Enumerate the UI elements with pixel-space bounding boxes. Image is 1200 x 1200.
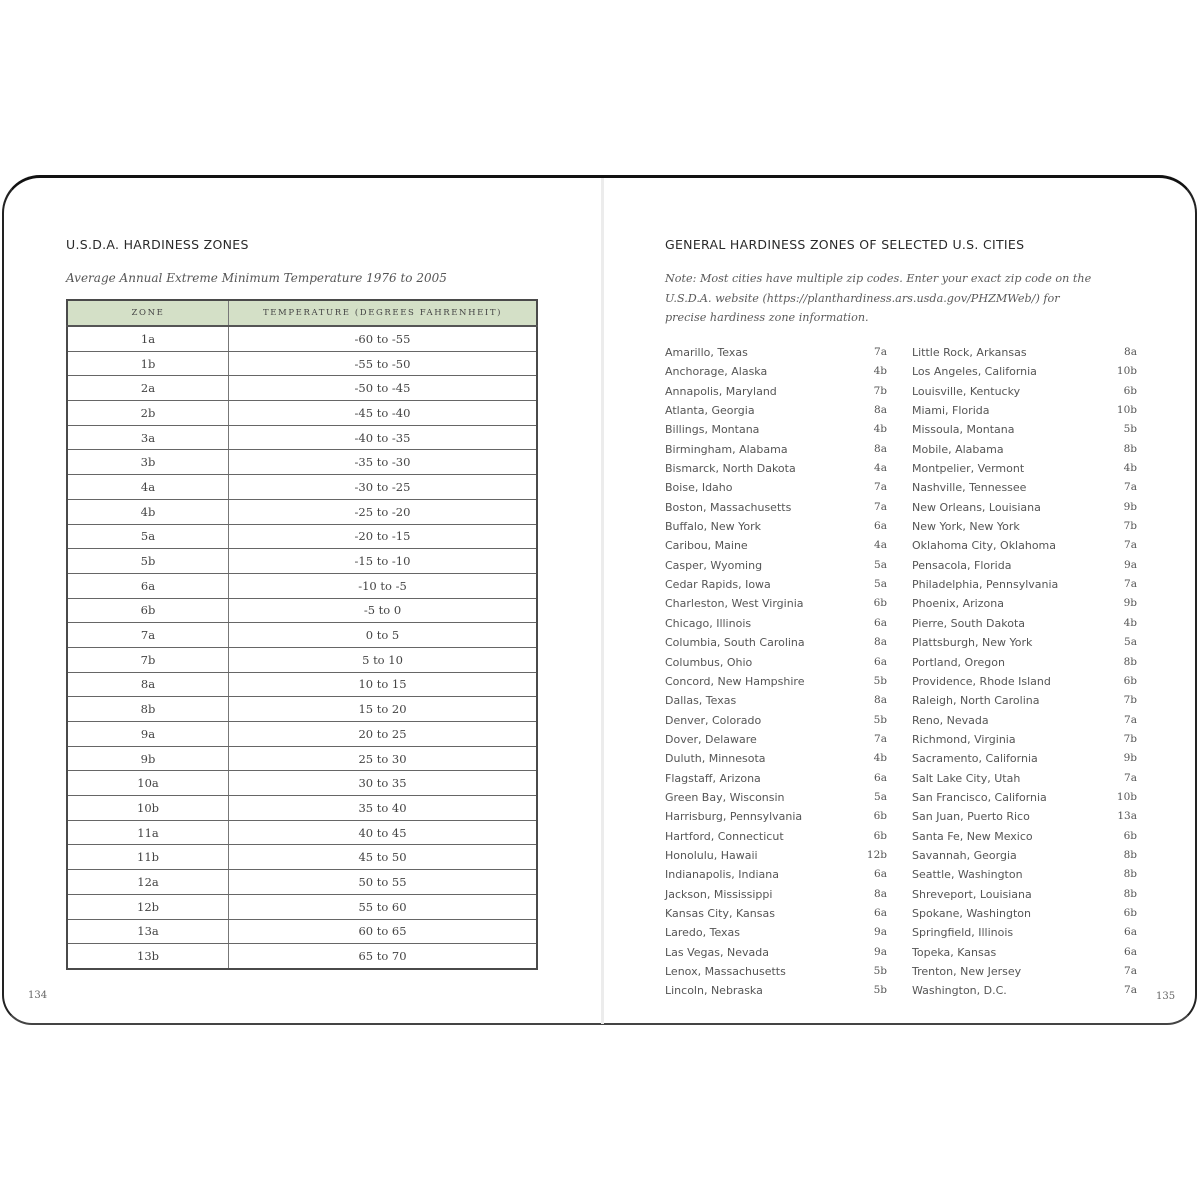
city-list-item — [665, 827, 887, 846]
city-name: Honolulu, Hawaii — [665, 848, 758, 862]
city-list-item — [912, 827, 1137, 846]
city-name: Kansas City, Kansas — [665, 906, 775, 920]
temperature-cell: -15 to -10 — [229, 549, 538, 574]
city-list-item — [912, 962, 1137, 981]
city-zone: 5a — [874, 558, 887, 571]
city-zone: 9a — [874, 926, 887, 939]
zone-cell: 4a — [67, 475, 229, 500]
city-zone: 6b — [873, 829, 887, 842]
temperature-cell: 35 to 40 — [229, 796, 538, 821]
city-zone: 6b — [1123, 829, 1137, 842]
zone-cell: 6a — [67, 573, 229, 598]
city-zone: 6b — [1123, 906, 1137, 919]
city-list-item — [665, 769, 887, 788]
city-zone: 5a — [874, 790, 887, 803]
city-name: Annapolis, Maryland — [665, 384, 777, 398]
city-zone: 8a — [874, 404, 887, 417]
city-zone: 7a — [1124, 771, 1137, 784]
table-row — [67, 499, 537, 524]
temperature-cell: -30 to -25 — [229, 475, 538, 500]
temperature-cell: 0 to 5 — [229, 623, 538, 648]
table-row — [67, 475, 537, 500]
table-row — [67, 425, 537, 450]
city-zone: 4b — [1123, 616, 1137, 629]
city-zone: 4a — [874, 462, 887, 475]
zone-cell: 11a — [67, 820, 229, 845]
city-zone: 9b — [1123, 752, 1137, 765]
city-zone: 4b — [873, 365, 887, 378]
city-name: Green Bay, Wisconsin — [665, 790, 785, 804]
city-name: Sacramento, California — [912, 752, 1038, 766]
city-list-item — [912, 343, 1137, 362]
city-name: Lenox, Massachusetts — [665, 965, 786, 978]
city-name: Los Angeles, California — [912, 365, 1037, 379]
city-name: Portland, Oregon — [912, 655, 1005, 669]
city-list-item — [665, 343, 887, 362]
city-zone: 5b — [873, 984, 887, 997]
city-name: Flagstaff, Arizona — [665, 771, 761, 785]
city-zone: 9a — [874, 945, 887, 958]
zone-cell: 11b — [67, 845, 229, 870]
temperature-cell: -55 to -50 — [229, 351, 538, 376]
city-list-item — [912, 575, 1137, 594]
city-list-item — [665, 962, 887, 981]
column-header-zone: ZONE — [67, 300, 229, 326]
zone-cell: 3b — [67, 450, 229, 475]
city-name: New Orleans, Louisiana — [912, 500, 1041, 514]
table-row — [67, 623, 537, 648]
city-list-item — [665, 885, 887, 904]
city-name: Philadelphia, Pennsylvania — [912, 578, 1059, 592]
right-page-heading: GENERAL HARDINESS ZONES OF SELECTED U.S. CITIES — [665, 237, 1025, 252]
left-page-subtitle: Average Annual Extreme Minimum Temperature 1976 to 2005 — [66, 271, 447, 285]
city-zone: 8b — [1123, 442, 1137, 455]
city-name: Columbia, South Carolina — [665, 636, 805, 650]
city-list-column-1 — [665, 343, 887, 1001]
table-row — [67, 351, 537, 376]
city-list-item — [912, 653, 1137, 672]
table-row — [67, 845, 537, 870]
table-row — [67, 771, 537, 796]
city-name: Buffalo, New York — [665, 520, 761, 534]
table-row — [67, 647, 537, 672]
temperature-cell: 65 to 70 — [358, 949, 407, 964]
city-name: Little Rock, Arkansas — [912, 346, 1027, 359]
city-zone: 7a — [1124, 481, 1137, 494]
city-zone: 8b — [1123, 887, 1137, 900]
city-name: Casper, Wyoming — [665, 558, 763, 572]
zone-cell: 4b — [67, 499, 229, 524]
temperature-cell: 10 to 15 — [229, 672, 538, 697]
city-list-item — [912, 711, 1137, 730]
city-name: Trenton, New Jersey — [912, 965, 1022, 978]
city-name: Pensacola, Florida — [912, 558, 1012, 572]
city-name: Montpelier, Vermont — [912, 462, 1025, 476]
city-zone: 8a — [874, 887, 887, 900]
table-row — [67, 549, 537, 574]
city-name: Savannah, Georgia — [912, 848, 1017, 862]
city-zone: 7a — [874, 732, 887, 745]
note-line: precise hardiness zone information. — [665, 311, 869, 324]
city-list-item — [912, 904, 1137, 923]
table-row — [67, 944, 537, 969]
temperature-cell: 40 to 45 — [229, 820, 538, 845]
city-zone: 5b — [873, 674, 887, 687]
zone-cell: 3a — [67, 425, 229, 450]
city-zone: 7a — [874, 481, 887, 494]
city-list-item — [912, 614, 1137, 633]
city-list-item — [912, 943, 1137, 962]
city-name: Boston, Massachusetts — [665, 500, 792, 514]
temperature-cell: 60 to 65 — [229, 919, 538, 944]
city-name: Duluth, Minnesota — [665, 752, 766, 766]
temperature-cell: 20 to 25 — [229, 722, 538, 747]
city-zone: 9b — [1123, 597, 1137, 610]
city-name: Atlanta, Georgia — [665, 404, 755, 418]
city-name: Santa Fe, New Mexico — [912, 829, 1033, 843]
city-zone: 4b — [873, 423, 887, 436]
zone-cell: 10a — [67, 771, 229, 796]
city-list-column-2 — [912, 343, 1137, 1001]
city-zone: 5b — [873, 965, 887, 977]
city-list-item — [665, 943, 887, 962]
zone-cell: 6b — [67, 598, 229, 623]
city-zone: 8a — [874, 442, 887, 455]
city-zone: 6a — [1124, 926, 1137, 939]
city-zone: 7b — [1123, 694, 1137, 707]
city-name: Spokane, Washington — [912, 906, 1031, 920]
city-list-item — [665, 459, 887, 478]
zone-cell: 13a — [67, 919, 229, 944]
city-list-item — [665, 401, 887, 420]
zone-cell: 7b — [67, 647, 229, 672]
city-zone: 4b — [873, 752, 887, 765]
temperature-cell: -60 to -55 — [229, 326, 538, 351]
city-zone: 9b — [1123, 500, 1137, 513]
city-zone: 7a — [1124, 713, 1137, 726]
city-name: Cedar Rapids, Iowa — [665, 578, 771, 592]
page-number-right: 135 — [1156, 991, 1176, 1002]
table-row — [67, 894, 537, 919]
city-list-item — [665, 981, 887, 1000]
table-row — [67, 573, 537, 598]
city-name: Dover, Delaware — [665, 732, 757, 746]
city-list-item — [665, 614, 887, 633]
city-zone: 6a — [874, 771, 887, 784]
temperature-cell: 25 to 30 — [229, 746, 538, 771]
city-zone: 5a — [1124, 636, 1137, 649]
city-name: Hartford, Connecticut — [665, 829, 784, 843]
city-list-item — [665, 517, 887, 536]
city-zone: 8a — [874, 636, 887, 649]
city-list-item — [912, 672, 1137, 691]
city-zone: 7a — [1124, 539, 1137, 552]
zone-cell: 2b — [67, 401, 229, 426]
city-zone: 4b — [1123, 462, 1137, 475]
city-zone: 6a — [874, 520, 887, 533]
city-list-item — [665, 420, 887, 439]
city-name: Nashville, Tennessee — [912, 481, 1027, 495]
city-zone: 7a — [1124, 984, 1137, 997]
city-list-item — [665, 749, 887, 768]
city-zone: 6b — [873, 810, 887, 823]
city-list-item — [912, 730, 1137, 749]
temperature-cell: 30 to 35 — [229, 771, 538, 796]
city-list-item — [912, 865, 1137, 884]
city-name: New York, New York — [912, 520, 1020, 534]
city-list-item — [665, 691, 887, 710]
temperature-cell: -25 to -20 — [229, 499, 538, 524]
city-zone: 12b — [866, 848, 887, 861]
city-name: Amarillo, Texas — [665, 346, 748, 359]
city-name: Birmingham, Alabama — [665, 442, 788, 456]
city-list-item — [912, 633, 1137, 652]
city-zone: 6a — [874, 655, 887, 668]
city-name: Reno, Nevada — [912, 713, 989, 727]
city-zone: 5b — [1123, 423, 1137, 436]
temperature-cell: -50 to -45 — [229, 376, 538, 401]
city-name: Billings, Montana — [665, 423, 760, 437]
hardiness-zones-table — [66, 299, 538, 970]
city-name: Indianapolis, Indiana — [665, 868, 779, 882]
city-name: Jackson, Mississippi — [665, 887, 773, 901]
zone-cell: 5b — [67, 549, 229, 574]
table-row — [67, 672, 537, 697]
zone-cell: 1a — [67, 326, 229, 351]
city-list-item — [665, 478, 887, 497]
city-list-item — [912, 594, 1137, 613]
zone-cell: 9b — [67, 746, 229, 771]
city-name: Denver, Colorado — [665, 713, 762, 727]
city-list-item — [912, 769, 1137, 788]
city-list-item — [665, 672, 887, 691]
city-zone: 7a — [874, 346, 887, 358]
city-name: Boise, Idaho — [665, 481, 733, 495]
city-list-item — [912, 846, 1137, 865]
city-zone: 13a — [1117, 810, 1137, 823]
city-zone: 6b — [1123, 384, 1137, 397]
zone-cell: 13b — [67, 944, 229, 969]
city-list-item — [912, 459, 1137, 478]
city-zone: 7b — [1123, 520, 1137, 533]
temperature-cell: -20 to -15 — [229, 524, 538, 549]
city-name: Raleigh, North Carolina — [912, 694, 1040, 708]
zone-cell: 10b — [67, 796, 229, 821]
left-page-heading: U.S.D.A. HARDINESS ZONES — [66, 237, 249, 252]
temperature-cell: 45 to 50 — [229, 845, 538, 870]
temperature-cell: 5 to 10 — [229, 647, 538, 672]
city-list-item — [665, 730, 887, 749]
zone-cell: 9a — [67, 722, 229, 747]
city-list-item — [912, 923, 1137, 942]
temperature-cell: -45 to -40 — [229, 401, 538, 426]
city-list-item — [665, 382, 887, 401]
city-name: Pierre, South Dakota — [912, 616, 1026, 630]
city-zone: 7b — [873, 384, 887, 397]
city-zone: 10b — [1116, 365, 1137, 378]
city-zone: 8b — [1123, 868, 1137, 881]
page-number-left: 134 — [28, 990, 48, 1001]
temperature-cell: -10 to -5 — [229, 573, 538, 598]
city-name: Laredo, Texas — [665, 926, 741, 940]
city-list-item — [665, 498, 887, 517]
city-list-item — [665, 846, 887, 865]
city-list-item — [665, 440, 887, 459]
note-line: Note: Most cities have multiple zip codes. Enter your exact zip code on the — [665, 272, 1092, 285]
city-zone: 7a — [874, 500, 887, 513]
city-zone: 7a — [1124, 578, 1137, 591]
city-list-item — [912, 440, 1137, 459]
city-list-item — [665, 923, 887, 942]
note-line: U.S.D.A. website (https://planthardiness.ars.usda.gov/PHZMWeb/) for — [665, 291, 1060, 305]
city-list-item — [665, 556, 887, 575]
zone-cell: 12a — [67, 870, 229, 895]
city-list-item — [912, 536, 1137, 555]
table-row — [67, 746, 537, 771]
city-list-item — [912, 981, 1137, 1000]
city-list-item — [665, 904, 887, 923]
book-spine — [601, 178, 604, 1024]
city-name: Charleston, West Virginia — [665, 597, 804, 611]
city-list-item — [665, 788, 887, 807]
city-name: Anchorage, Alaska — [665, 365, 768, 379]
city-list-item — [912, 749, 1137, 768]
city-name: Caribou, Maine — [665, 539, 748, 553]
city-name: Shreveport, Louisiana — [912, 887, 1032, 901]
city-name: Mobile, Alabama — [912, 442, 1004, 456]
temperature-cell: -35 to -30 — [229, 450, 538, 475]
table-row — [67, 722, 537, 747]
table-row — [67, 376, 537, 401]
city-list-item — [665, 633, 887, 652]
table-row — [67, 326, 537, 351]
city-name: Topeka, Kansas — [912, 945, 997, 959]
city-zone: 10b — [1116, 790, 1137, 803]
city-list-item — [912, 691, 1137, 710]
city-zone: 7b — [1123, 732, 1137, 745]
city-list-item — [912, 807, 1137, 826]
city-list-item — [912, 401, 1137, 420]
city-zone: 5a — [874, 578, 887, 591]
city-zone: 7a — [1124, 965, 1137, 977]
city-list-item — [912, 420, 1137, 439]
city-zone: 6a — [874, 868, 887, 881]
city-list-item — [912, 788, 1137, 807]
city-list-item — [912, 382, 1137, 401]
zone-cell: 7a — [67, 623, 229, 648]
city-list-item — [912, 478, 1137, 497]
city-list-item — [665, 362, 887, 381]
city-zone: 9a — [1124, 558, 1137, 571]
table-row — [67, 697, 537, 722]
city-zone: 8a — [874, 694, 887, 707]
city-zone: 8b — [1123, 655, 1137, 668]
city-list-item — [665, 711, 887, 730]
table-row — [67, 820, 537, 845]
table-row — [67, 870, 537, 895]
city-zone: 6a — [874, 906, 887, 919]
city-list-item — [912, 517, 1137, 536]
city-name: Salt Lake City, Utah — [912, 771, 1021, 785]
zone-cell: 8a — [67, 672, 229, 697]
city-list-item — [912, 885, 1137, 904]
city-name: Concord, New Hampshire — [665, 674, 805, 688]
city-name: Bismarck, North Dakota — [665, 462, 796, 476]
city-name: Dallas, Texas — [665, 694, 737, 708]
city-list-item — [665, 536, 887, 555]
city-zone: 6b — [1123, 674, 1137, 687]
city-name: Lincoln, Nebraska — [665, 984, 763, 998]
temperature-cell: 55 to 60 — [229, 894, 538, 919]
city-list-item — [665, 653, 887, 672]
city-list-item — [665, 865, 887, 884]
city-zone: 5b — [873, 713, 887, 726]
table-row — [67, 796, 537, 821]
temperature-cell: -40 to -35 — [229, 425, 538, 450]
city-name: Springfield, Illinois — [912, 926, 1014, 940]
table-row — [67, 919, 537, 944]
table-row — [67, 401, 537, 426]
table-header-row — [67, 300, 537, 326]
city-name: Plattsburgh, New York — [912, 636, 1033, 650]
city-zone: 8b — [1123, 848, 1137, 861]
zip-code-note — [665, 269, 1135, 328]
city-zone: 10b — [1116, 404, 1137, 417]
zone-cell: 2a — [67, 376, 229, 401]
city-name: Washington, D.C. — [912, 984, 1007, 998]
table-row — [67, 450, 537, 475]
city-name: San Francisco, California — [912, 790, 1047, 804]
zone-cell: 1b — [67, 351, 229, 376]
zone-cell: 12b — [67, 894, 229, 919]
city-name: Missoula, Montana — [912, 423, 1015, 437]
temperature-cell: 50 to 55 — [229, 870, 538, 895]
table-body — [67, 326, 537, 969]
city-name: Richmond, Virginia — [912, 732, 1016, 746]
zone-cell: 8b — [67, 697, 229, 722]
city-zone: 8a — [1124, 346, 1137, 358]
city-list-item — [665, 594, 887, 613]
city-name: Miami, Florida — [912, 404, 990, 418]
city-name: Las Vegas, Nevada — [665, 945, 769, 959]
column-header-temperature: TEMPERATURE (DEGREES FAHRENHEIT) — [229, 300, 538, 326]
city-name: Harrisburg, Pennsylvania — [665, 810, 803, 824]
city-zone: 6a — [1124, 945, 1137, 958]
temperature-cell: 15 to 20 — [229, 697, 538, 722]
zone-cell: 5a — [67, 524, 229, 549]
city-zone: 6b — [873, 597, 887, 610]
city-name: Seattle, Washington — [912, 868, 1023, 882]
city-name: Chicago, Illinois — [665, 616, 752, 630]
temperature-cell: -5 to 0 — [229, 598, 538, 623]
city-name: San Juan, Puerto Rico — [912, 810, 1030, 824]
city-name: Providence, Rhode Island — [912, 674, 1051, 688]
city-zone: 6a — [874, 616, 887, 629]
city-list-item — [665, 807, 887, 826]
city-list-item — [912, 498, 1137, 517]
table-row — [67, 598, 537, 623]
city-name: Oklahoma City, Oklahoma — [912, 539, 1057, 553]
city-name: Louisville, Kentucky — [912, 384, 1021, 398]
city-name: Columbus, Ohio — [665, 655, 753, 669]
city-list-item — [912, 556, 1137, 575]
table-row — [67, 524, 537, 549]
city-list-item — [912, 362, 1137, 381]
city-list-item — [665, 575, 887, 594]
city-name: Phoenix, Arizona — [912, 597, 1004, 611]
city-zone: 4a — [874, 539, 887, 552]
